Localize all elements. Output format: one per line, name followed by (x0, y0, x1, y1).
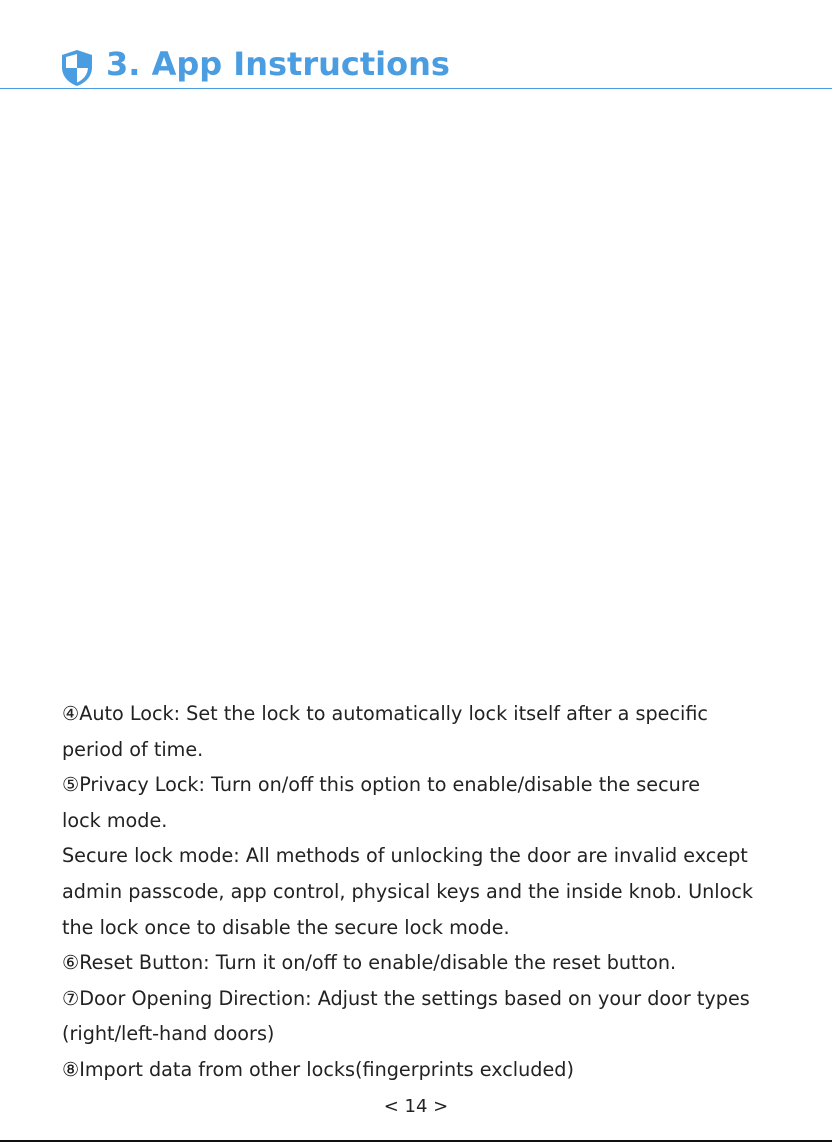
instruction-line: period of time. (62, 737, 204, 761)
instruction-line: (right/left-hand doors) (62, 1022, 275, 1046)
instruction-line: ⑧Import data from other locks(fingerprints excluded) (62, 1057, 574, 1081)
instruction-line: ⑦Door Opening Direction: Adjust the settings based on your door types (62, 986, 750, 1010)
blank-illustration-area (0, 90, 832, 690)
instruction-line: lock mode. (62, 808, 168, 832)
instruction-line: ⑤Privacy Lock: Turn on/off this option to enable/disable the secure (62, 773, 701, 797)
page-title: 3. App Instructions (106, 45, 450, 83)
instruction-line: the lock once to disable the secure lock mode. (62, 915, 510, 939)
instructions-text (62, 696, 824, 1088)
shield-icon (60, 49, 94, 87)
instruction-line: admin passcode, app control, physical keys and the inside knob. Unlock (62, 879, 754, 903)
instruction-line: ④Auto Lock: Set the lock to automatically lock itself after a specific (62, 702, 708, 725)
page-header (0, 0, 832, 90)
instruction-line: ⑥Reset Button: Turn it on/off to enable/disable the reset button. (62, 951, 677, 975)
header-divider (0, 88, 832, 89)
instruction-line: Secure lock mode: All methods of unlocking the door are invalid except (62, 844, 748, 868)
footer-divider (0, 1140, 832, 1142)
page-number: < 14 > (383, 1096, 449, 1117)
